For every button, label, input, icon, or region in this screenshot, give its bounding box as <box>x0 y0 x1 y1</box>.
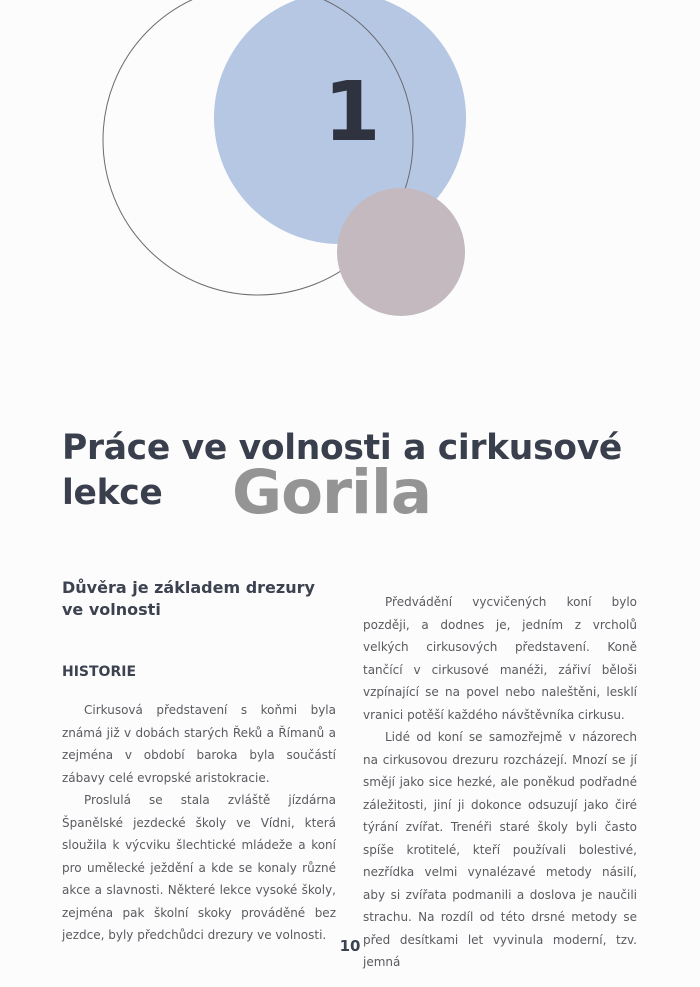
page-number: 10 <box>339 937 361 955</box>
paragraph: Lidé od koní se samozřejmě v názorech na cirkusovou drezuru rozcházejí. Mnozí se jí smějí jako sice hezké, ale poněkud podřadné záležitosti, jiní ji dokonce odsuzují jako čiré týrání zvířat. Trenéři staré školy byli často spíše krotitelé, kteří používali bolestivé, nezřídka velmi vynalézavé metody násilí, aby si zvířata podmanili a doslova je naučili strachu. Na rozdíl od této drsné metody se před desítkami let vyvinula moderní, tzv. jemná <box>363 730 637 969</box>
chapter-decoration <box>0 0 700 340</box>
paragraph: Cirkusová představení s koňmi byla známá již v dobách starých Řeků a Římanů a zejména v období baroka byla součástí zábavy celé evropské aristokracie. <box>62 703 336 785</box>
chapter-number: 1 <box>323 65 381 160</box>
paragraph: Předvádění vycvičených koní bylo později, a dodnes je, jedním z vrcholů velkých cirkusových představení. Koně tančící v cirkusové manéži, zářiví běloši vzpínající se na povel nebo naleštěni, lesklí vranici potěší každého návštěvníka cirkusu. <box>363 595 637 722</box>
left-column <box>62 577 336 947</box>
section-heading: Důvěra je základem drezury ve volnosti <box>62 578 315 619</box>
chapter-title: Práce ve volnosti a cirkusové lekce <box>62 428 622 513</box>
watermark: Gorila <box>232 457 432 528</box>
right-column <box>363 591 637 974</box>
section-subheading: HISTORIE <box>62 664 137 680</box>
mauve-circle <box>337 188 465 316</box>
paragraph: Proslulá se stala zvláště jízdárna Španělské jezdecké školy ve Vídni, která sloužila k výcviku šlechtické mládeže a koní pro umělecké ježdění a kde se konaly různé akce a slavnosti. Některé lekce vysoké školy, zejména pak školní skoky prováděné bez jezdce, byly předchůdci drezury ve volnosti. <box>62 793 336 942</box>
